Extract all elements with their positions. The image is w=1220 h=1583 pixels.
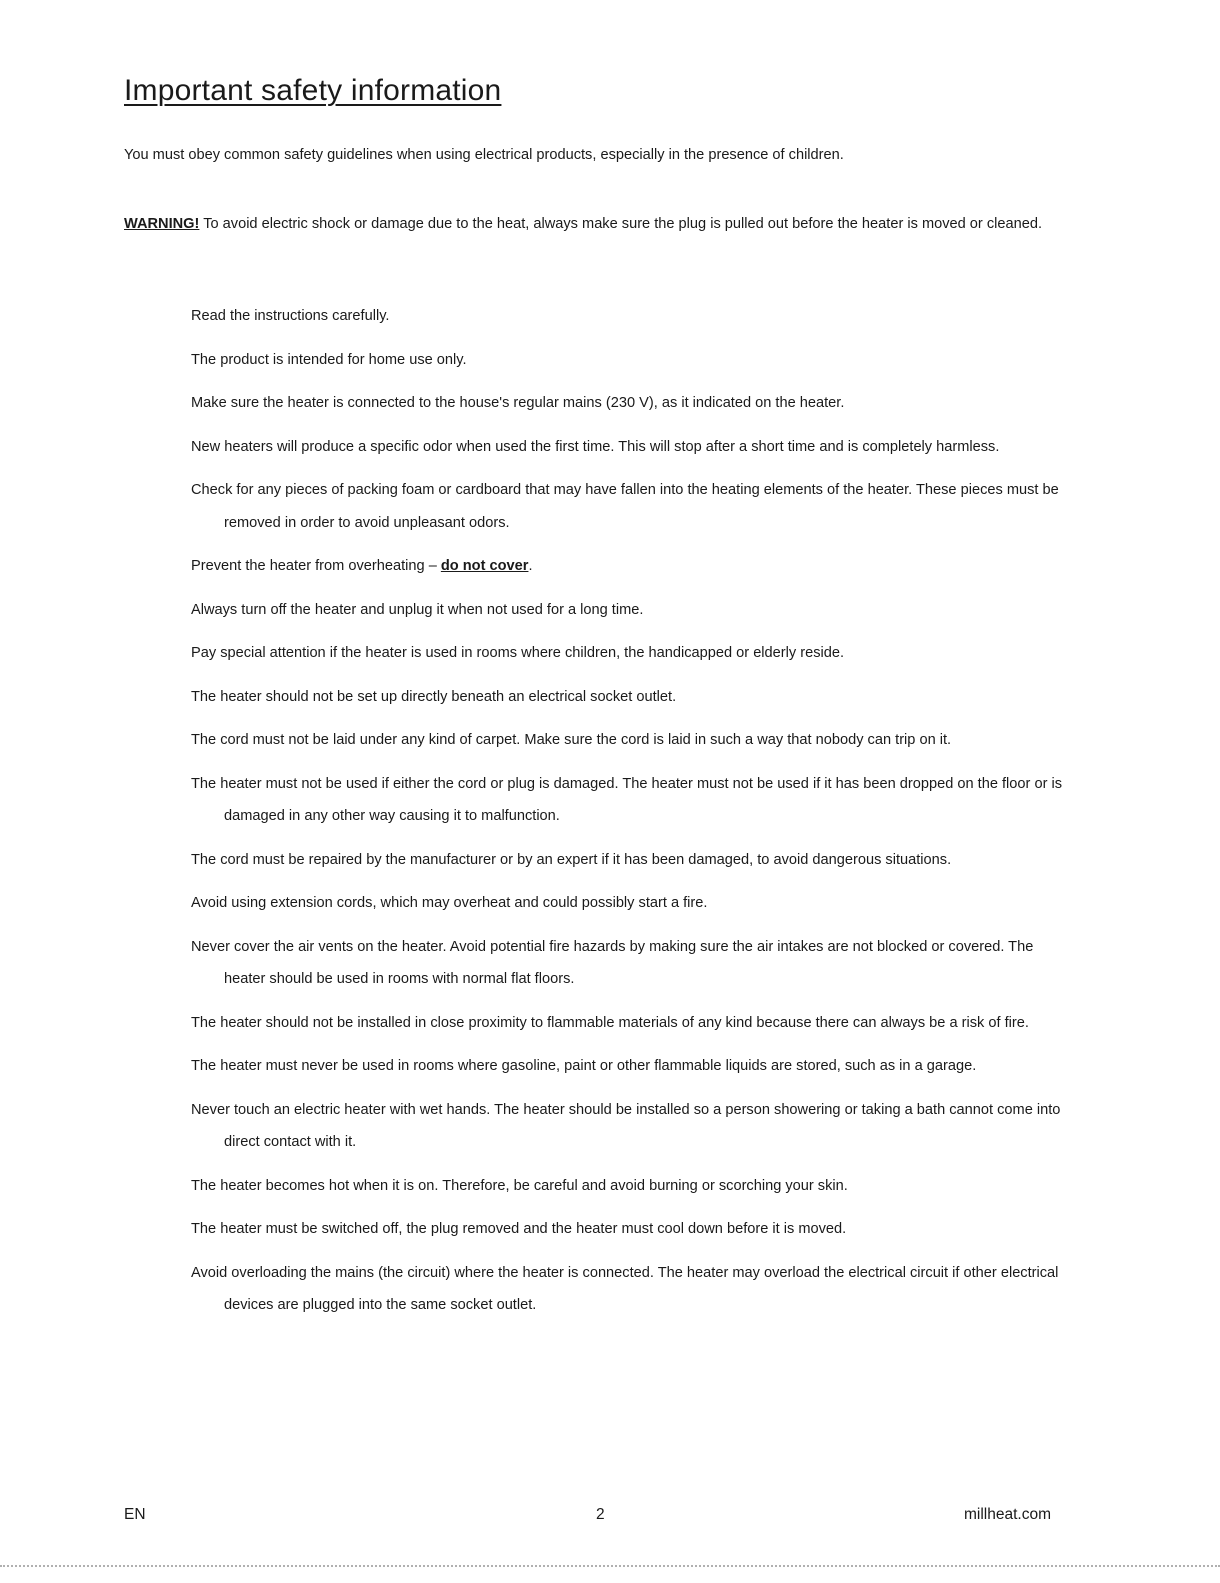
footer-language: EN bbox=[124, 1506, 146, 1523]
list-item: The product is intended for home use only. bbox=[191, 351, 467, 368]
list-item: The heater should not be set up directly beneath an electrical socket outlet. bbox=[191, 688, 677, 705]
safety-list bbox=[191, 300, 1076, 1333]
list-item-text: . bbox=[528, 558, 533, 574]
list-item: Check for any pieces of packing foam or cardboard that may have fallen into the heating elements of the heater. These pieces must be removed in order to avoid unpleasant odors. bbox=[191, 482, 1059, 531]
list-item: The heater should not be installed in close proximity to flammable materials of any kind because there can always be a risk of fire. bbox=[191, 1014, 1029, 1031]
list-item: The cord must not be laid under any kind of carpet. Make sure the cord is laid in such a way that nobody can trip on it. bbox=[191, 732, 952, 748]
intro-paragraph: You must obey common safety guidelines when using electrical products, especially in the presence of children. bbox=[124, 147, 844, 163]
warning-label: WARNING! bbox=[124, 216, 200, 232]
list-item-text: Prevent the heater from overheating – bbox=[191, 558, 441, 574]
list-item: Always turn off the heater and unplug it when not used for a long time. bbox=[191, 601, 644, 618]
emphasis-text: do not cover bbox=[440, 558, 529, 574]
page-title: Important safety information bbox=[124, 74, 502, 107]
list-item: Never touch an electric heater with wet hands. The heater should be installed so a person showering or taking a bath cannot come into direct contact with it. bbox=[191, 1101, 1061, 1150]
list-item: Read the instructions carefully. bbox=[191, 308, 390, 324]
warning-paragraph bbox=[124, 208, 1084, 240]
list-item: The heater must be switched off, the plug removed and the heater must cool down before it is moved. bbox=[191, 1221, 847, 1237]
list-item: The cord must be repaired by the manufacturer or by an expert if it has been damaged, to avoid dangerous situations. bbox=[191, 851, 952, 868]
list-item: The heater must never be used in rooms where gasoline, paint or other flammable liquids are stored, such as in a garage. bbox=[191, 1058, 977, 1074]
footer-page-number: 2 bbox=[596, 1506, 605, 1523]
list-item: Pay special attention if the heater is used in rooms where children, the handicapped or elderly reside. bbox=[191, 645, 845, 661]
list-item: The heater must not be used if either the cord or plug is damaged. The heater must not be used if it has been dropped on the floor or is damaged in any other way causing it to malfunction. bbox=[191, 775, 1063, 824]
list-item: Avoid using extension cords, which may overheat and could possibly start a fire. bbox=[191, 895, 708, 911]
page-bottom-divider bbox=[0, 1565, 1220, 1567]
list-item: The heater becomes hot when it is on. Therefore, be careful and avoid burning or scorching your skin. bbox=[191, 1177, 848, 1194]
list-item: Avoid overloading the mains (the circuit) where the heater is connected. The heater may overload the electrical circuit if other electrical devices are plugged into the same socket outlet. bbox=[191, 1264, 1059, 1313]
list-item: Make sure the heater is connected to the house's regular mains (230 V), as it indicated on the heater. bbox=[191, 395, 845, 411]
list-item: Never cover the air vents on the heater. Avoid potential fire hazards by making sure the air intakes are not blocked or covered. The heater should be used in rooms with normal flat floors. bbox=[191, 938, 1034, 987]
list-item: New heaters will produce a specific odor when used the first time. This will stop after a short time and is completely harmless. bbox=[191, 438, 1000, 455]
list-item bbox=[191, 550, 1076, 583]
warning-text: To avoid electric shock or damage due to the heat, always make sure the plug is pulled out before the heater is moved or cleaned. bbox=[199, 216, 1043, 232]
footer-website: millheat.com bbox=[964, 1506, 1051, 1523]
